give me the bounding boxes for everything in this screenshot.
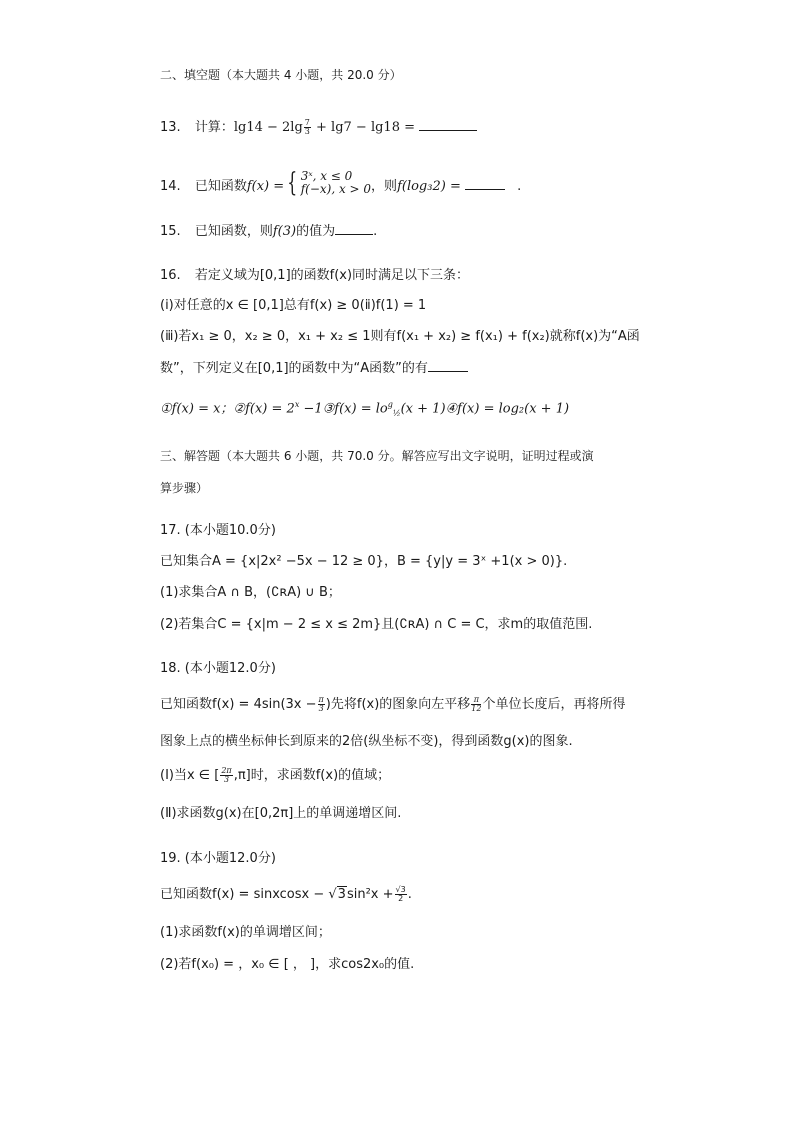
denominator: 3 bbox=[223, 775, 230, 784]
numerator: π bbox=[471, 696, 481, 705]
period: . bbox=[407, 887, 412, 902]
case-1: 3ˣ, x ≤ 0 bbox=[300, 169, 353, 183]
question-15 bbox=[160, 222, 377, 241]
left-brace: { bbox=[287, 168, 298, 198]
case-2: f(−x), x > 0 bbox=[300, 182, 372, 196]
question-number: 13. bbox=[160, 120, 181, 135]
question-16-line-3: (ⅲ)若x₁ ≥ 0，x₂ ≥ 0，x₁ + x₂ ≤ 1则有f(x₁ + x₂) ≥ f(x₁) + f(x₂)就称f(x)为“A函 bbox=[160, 329, 640, 344]
numerator: 7 bbox=[304, 118, 310, 127]
question-13 bbox=[160, 118, 477, 137]
question-19-title: 19. (本小题12.0分) bbox=[160, 851, 276, 866]
numerator: π bbox=[318, 695, 324, 704]
answer-blank[interactable] bbox=[465, 177, 505, 190]
radicand: 3 bbox=[337, 887, 346, 902]
question-text: sin²x + bbox=[346, 887, 394, 902]
fraction-pi-3 bbox=[318, 696, 325, 713]
question-17-line-2: (1)求集合A ∩ B，(∁ʀA) ∪ B； bbox=[160, 585, 341, 600]
denominator: 3 bbox=[304, 127, 310, 136]
question-18-line-2: 图象上点的横坐标伸长到原来的2倍(纵坐标不变)，得到函数g(x)的图象. bbox=[160, 734, 573, 749]
fraction-sqrt3-2 bbox=[395, 886, 407, 903]
expression-part: lg14 − 2lg bbox=[233, 120, 303, 135]
question-text: 数”，下列定义在[0,1]的函数中为“A函数”的有 bbox=[160, 361, 428, 376]
question-text: (Ⅰ)当x ∈ [ bbox=[160, 768, 220, 783]
option-text: (x + 1)④f(x) = log₂(x + 1) bbox=[400, 401, 570, 417]
question-18-title: 18. (本小题12.0分) bbox=[160, 661, 276, 676]
ask-expression: f(log₃2) = bbox=[397, 178, 461, 194]
question-19-line-3: (2)若f(x₀) = ，x₀ ∈ [ ， ]，求cos2x₀的值. bbox=[160, 957, 415, 972]
question-14 bbox=[160, 170, 521, 196]
question-lead: 已知函数 bbox=[194, 178, 247, 194]
answer-blank[interactable] bbox=[335, 222, 373, 235]
question-text: 已知函数f(x) = sinxcosx − √ bbox=[160, 887, 337, 902]
question-18-line-4: (Ⅱ)求函数g(x)在[0,2π]上的单调递增区间. bbox=[160, 806, 402, 821]
subscript: ½ bbox=[392, 408, 401, 418]
question-number: 16. bbox=[160, 268, 181, 283]
ask-expression: f(3) bbox=[272, 224, 297, 239]
section-header-solution: 三、解答题（本大题共 6 小题，共 70.0 分。解答应写出文字说明，证明过程或演 bbox=[160, 449, 594, 463]
fraction-2pi-3 bbox=[220, 767, 232, 784]
superscript: g bbox=[387, 400, 393, 409]
question-18-line-3 bbox=[160, 767, 390, 785]
question-lead: 计算： bbox=[194, 120, 234, 135]
function-label: f(x) = bbox=[246, 178, 285, 194]
text: 的值为 bbox=[296, 224, 336, 239]
question-16-line-1 bbox=[160, 267, 469, 285]
question-16-line-2: (ⅰ)对任意的x ∈ [0,1]总有f(x) ≥ 0(ⅱ)f(1) = 1 bbox=[160, 298, 427, 313]
question-number: 15. bbox=[160, 224, 181, 239]
question-17-line-1: 已知集合A = {x|2x² −5x − 12 ≥ 0}，B = {y|y = 3ˣ +1(x > 0)}. bbox=[160, 554, 568, 569]
expression-part: + lg7 − lg18 = bbox=[311, 120, 415, 135]
question-text: 个单位长度后，再将所得 bbox=[482, 697, 626, 712]
question-text: 已知函数f(x) = 4sin(3x − bbox=[160, 697, 317, 712]
question-lead: 已知函数 bbox=[194, 224, 247, 239]
text: ，则 bbox=[246, 224, 273, 239]
denominator: 2 bbox=[398, 894, 404, 903]
question-text: ,π]时，求函数f(x)的值域； bbox=[233, 768, 391, 783]
answer-blank[interactable] bbox=[428, 359, 468, 372]
option-text: ①f(x) = x；②f(x) = 2 bbox=[160, 401, 295, 417]
numerator: 2π bbox=[221, 766, 232, 775]
fraction-7-3 bbox=[304, 119, 311, 136]
denominator: 3 bbox=[318, 704, 324, 713]
question-19-line-1 bbox=[160, 886, 412, 904]
question-number: 14. bbox=[160, 178, 181, 194]
question-text: )先将f(x)的图象向左平移 bbox=[325, 697, 471, 712]
question-text: 若定义域为[0,1]的函数f(x)同时满足以下三条： bbox=[194, 268, 470, 283]
question-18-line-1 bbox=[160, 696, 626, 714]
superscript: x bbox=[294, 400, 300, 409]
question-17-line-3: (2)若集合C = {x|m − 2 ≤ x ≤ 2m}且(∁ʀA) ∩ C = C，求m的取值范围. bbox=[160, 617, 593, 632]
denominator: 12 bbox=[471, 704, 482, 713]
question-16-line-4 bbox=[160, 359, 468, 378]
text: ，则 bbox=[371, 178, 398, 194]
question-16-options bbox=[160, 396, 569, 423]
period: . bbox=[517, 178, 522, 194]
numerator: √3 bbox=[395, 885, 406, 894]
section-header-fill-in: 二、填空题（本大题共 4 小题，共 20.0 分） bbox=[160, 68, 402, 82]
question-17-title: 17. (本小题10.0分) bbox=[160, 523, 276, 538]
piecewise-cases bbox=[301, 170, 371, 196]
section-header-solution-cont: 算步骤） bbox=[160, 481, 209, 495]
option-text: −1③f(x) = lo bbox=[299, 401, 388, 417]
period: . bbox=[373, 224, 378, 239]
answer-blank[interactable] bbox=[419, 118, 477, 131]
question-19-line-2: (1)求函数f(x)的单调增区间； bbox=[160, 925, 331, 940]
fraction-pi-12 bbox=[471, 696, 481, 713]
